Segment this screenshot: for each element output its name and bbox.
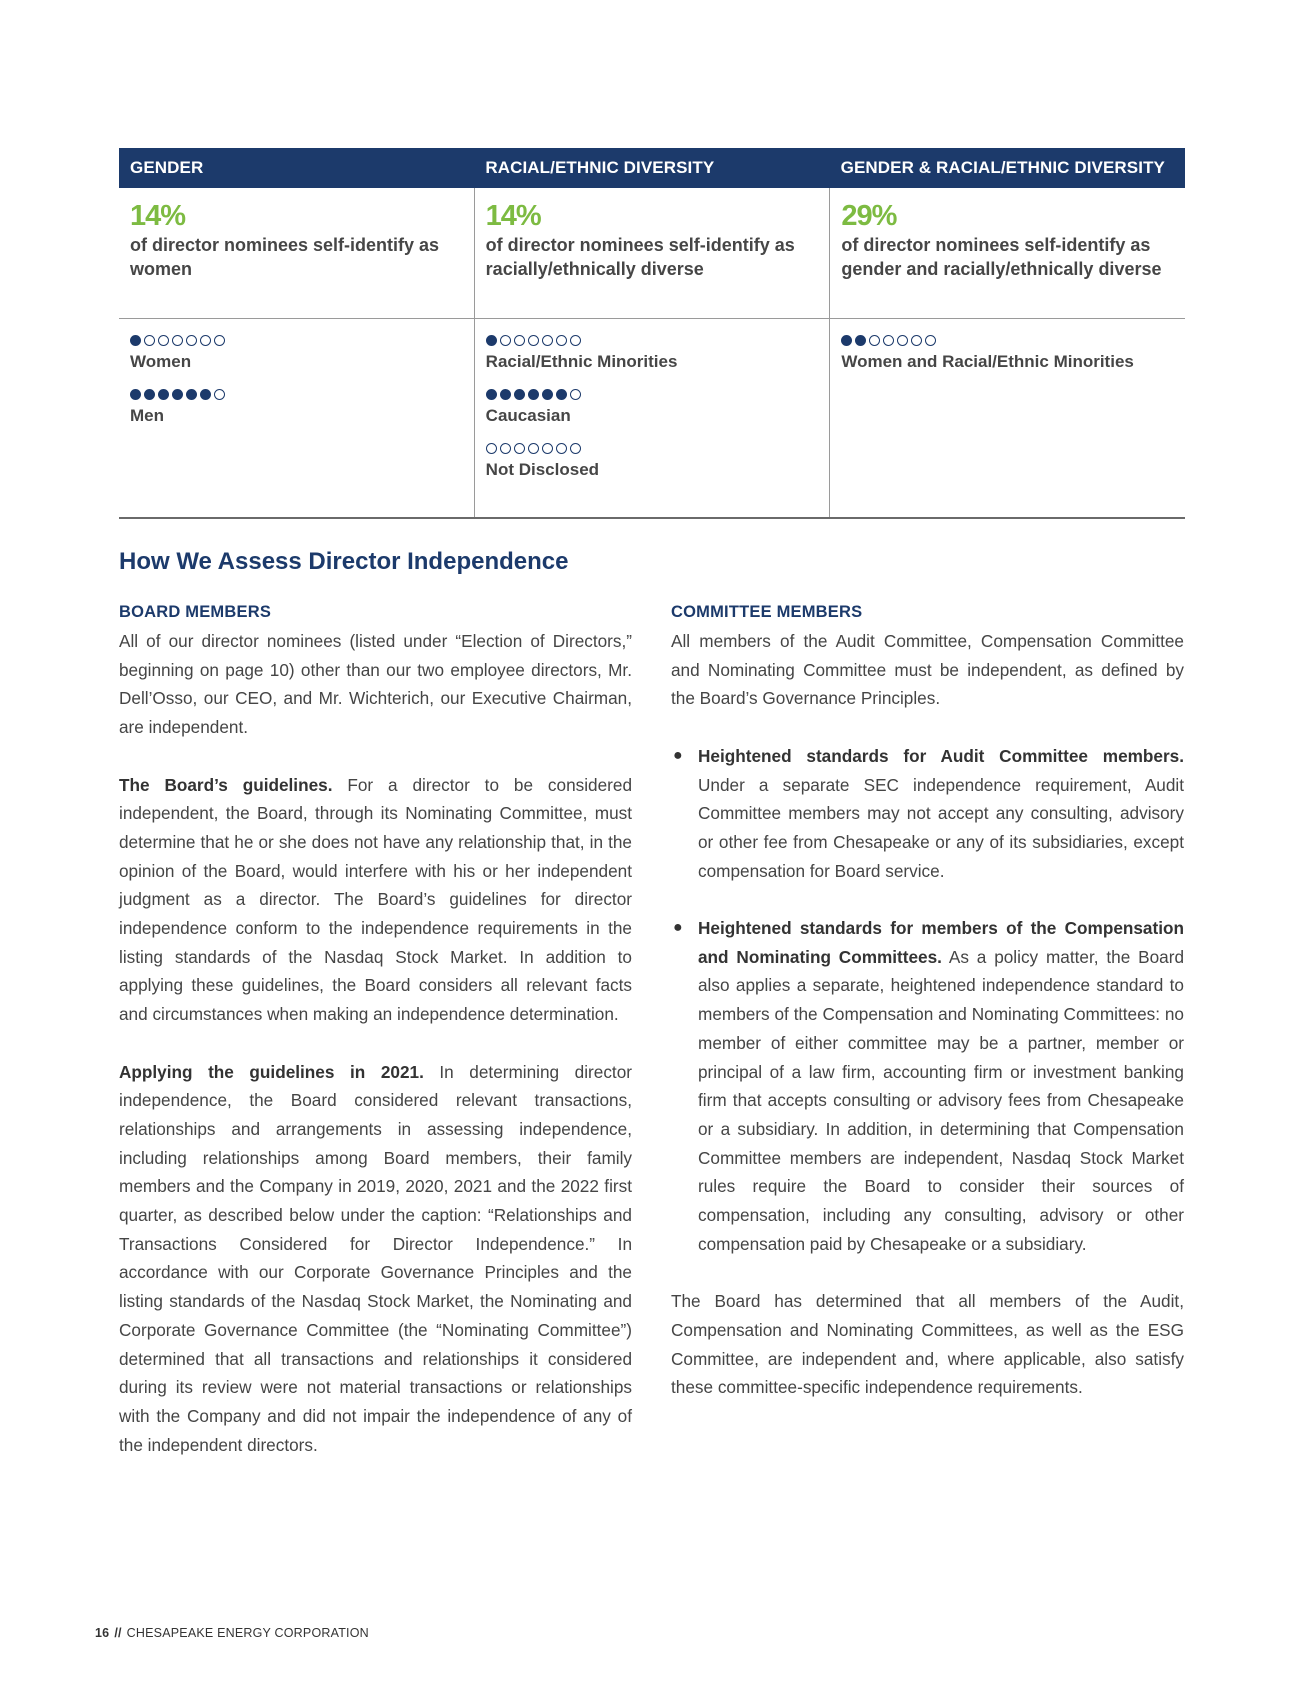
filled-dot: [200, 389, 211, 400]
stat-cell-racial-ethnic: [474, 188, 830, 318]
filled-dot: [158, 389, 169, 400]
empty-dot: [486, 443, 497, 454]
committee-final-paragraph: The Board has determined that all members of the Audit, Compensation and Nominating Committees, as well as the ESG Committee, are independent and, where applicable, also satisfy these committee-specific independence requirements.: [671, 1291, 1184, 1398]
company-name: CHESAPEAKE ENERGY CORPORATION: [126, 1626, 369, 1640]
committee-standards-list: [671, 742, 1184, 1259]
filled-dot: [500, 389, 511, 400]
stat-description: of director nominees self-identify as women: [130, 235, 440, 279]
dot-group-women: [130, 333, 464, 373]
empty-dot: [925, 335, 936, 346]
filled-dot: [144, 389, 155, 400]
diversity-table-header: [119, 148, 1185, 188]
applying-guidelines-paragraph: [119, 1058, 632, 1460]
empty-dot: [570, 335, 581, 346]
bullet-text: As a policy matter, the Board also applies a separate, heightened independence standard to members of the Compensation and Nominating Committees: no member of either committee may be a partner, member or principal of a law firm, accounting firm or investment banking firm that accepts consulting or advisory fees from Chesapeake or a subsidiary. In addition, in determining that Compensation Committee members are independent, Nasdaq Stock Market rules require the Board to consider their sources of compensation, including any consulting, advisory or other compensation paid by Chesapeake or a subsidiary.: [698, 946, 1184, 1254]
dot-label: Not Disclosed: [485, 460, 600, 479]
filled-dot: [855, 335, 866, 346]
stat-cell-gender-racial-ethnic: [829, 188, 1185, 318]
filled-dot: [556, 389, 567, 400]
stat-percent: 14%: [485, 200, 541, 232]
page-footer: [95, 1626, 369, 1640]
filled-dot: [130, 389, 141, 400]
empty-dot: [214, 335, 225, 346]
filled-dot: [542, 389, 553, 400]
stat-percent: 14%: [130, 200, 186, 232]
bullet-lead: Heightened standards for members of the Compensation and Nominating Committees.: [698, 918, 1184, 967]
dot-group-minorities: [486, 333, 820, 373]
empty-dot: [542, 443, 553, 454]
board-members-heading: BOARD MEMBERS: [119, 603, 272, 621]
paragraph-text: For a director to be considered independent, the Board, through its Nominating Committee, must determine that he or she does not have any relationship that, in the opinion of the Board, would interfere with his or her independent judgment as a director. The Board’s guidelines for director independence conform to the independence requirements in the listing standards of the Nasdaq Stock Market. In addition to applying these guidelines, the Board considers all relevant facts and circumstances when making an independence determination.: [119, 774, 632, 1025]
stat-cell-gender: [119, 188, 474, 318]
dot-indicator: [486, 387, 820, 401]
bullet-icon: ●: [673, 919, 683, 936]
paragraph-lead: Applying the guidelines in 2021.: [119, 1061, 424, 1082]
empty-dot: [869, 335, 880, 346]
section-title: How We Assess Director Independence: [119, 548, 569, 575]
empty-dot: [186, 335, 197, 346]
filled-dot: [486, 389, 497, 400]
empty-dot: [542, 335, 553, 346]
committee-paragraph-1: All members of the Audit Committee, Compensation Committee and Nominating Committee must be independent, as defined by the Board’s Governance Principles.: [671, 631, 1184, 709]
dots-cell-gender: [119, 319, 474, 517]
empty-dot: [570, 443, 581, 454]
page-number: 16: [95, 1626, 110, 1640]
list-item: [671, 914, 1184, 1258]
empty-dot: [883, 335, 894, 346]
bullet-icon: ●: [673, 746, 683, 764]
empty-dot: [528, 443, 539, 454]
header-racial-ethnic: RACIAL/ETHNIC DIVERSITY: [485, 158, 715, 177]
board-members-column: [119, 601, 632, 1488]
dot-label: Women: [130, 352, 192, 371]
dot-label: Men: [130, 406, 164, 425]
filled-dot: [186, 389, 197, 400]
dot-group-caucasian: [486, 387, 820, 427]
empty-dot: [200, 335, 211, 346]
committee-members-heading: COMMITTEE MEMBERS: [671, 603, 863, 621]
empty-dot: [500, 443, 511, 454]
dot-indicator: [486, 333, 820, 347]
paragraph-text: In determining director independence, the Board considered relevant transactions, relationships and arrangements in assessing independence, including relationships among Board members, their family members and the Company in 2019, 2020, 2021 and the 2022 first quarter, as described below under the caption: “Relationships and Transactions Considered for Director Independence.” In accordance with our Corporate Governance Principles and the listing standards of the Nasdaq Stock Market, the Nominating and Corporate Governance Committee (the “Nominating Committee”) determined that all transactions and relationships it considered during its review were not material transactions or relationships with the Company and did not impair the independence of any of the independent directors.: [119, 1061, 632, 1455]
dots-cell-racial-ethnic: [474, 319, 830, 517]
empty-dot: [556, 443, 567, 454]
filled-dot: [486, 335, 497, 346]
dot-label: Women and Racial/Ethnic Minorities: [841, 352, 1134, 371]
list-item: [671, 742, 1184, 886]
stat-description: of director nominees self-identify as racially/ethnically diverse: [485, 235, 795, 279]
dot-label: Racial/Ethnic Minorities: [485, 352, 678, 371]
filled-dot: [172, 389, 183, 400]
dot-indicator: [130, 387, 464, 401]
footer-separator: //: [114, 1626, 122, 1640]
empty-dot: [158, 335, 169, 346]
bullet-lead: Heightened standards for Audit Committee members.: [698, 745, 1184, 766]
dot-group-not-disclosed: [486, 441, 820, 481]
empty-dot: [144, 335, 155, 346]
dot-group-women-minorities: [841, 333, 1175, 373]
dot-indicator: [486, 441, 820, 455]
stat-percent: 29%: [841, 200, 897, 232]
dot-indicator: [841, 333, 1175, 347]
board-paragraph-1: All of our director nominees (listed under “Election of Directors,” beginning on page 10) other than our two employee directors, Mr. Dell’Osso, our CEO, and Mr. Wichterich, our Executive Chairman, are independent.: [119, 631, 632, 738]
dot-indicator: [130, 333, 464, 347]
dot-label: Caucasian: [485, 406, 571, 425]
empty-dot: [172, 335, 183, 346]
empty-dot: [528, 335, 539, 346]
empty-dot: [214, 389, 225, 400]
header-gender-racial-ethnic: GENDER & RACIAL/ETHNIC DIVERSITY: [840, 158, 1165, 177]
empty-dot: [897, 335, 908, 346]
stat-description: of director nominees self-identify as gender and racially/ethnically diverse: [841, 235, 1162, 279]
filled-dot: [130, 335, 141, 346]
filled-dot: [841, 335, 852, 346]
bullet-text: Under a separate SEC independence requirement, Audit Committee members may not accept any consulting, advisory or other fee from Chesapeake or any of its subsidiaries, except compensation for Board service.: [698, 774, 1184, 881]
filled-dot: [514, 389, 525, 400]
filled-dot: [528, 389, 539, 400]
empty-dot: [514, 443, 525, 454]
stats-row: [119, 188, 1185, 319]
paragraph-lead: The Board’s guidelines.: [119, 774, 333, 795]
dots-cell-gender-racial-ethnic: [829, 319, 1185, 517]
empty-dot: [570, 389, 581, 400]
dots-row: [119, 319, 1185, 519]
header-gender: GENDER: [130, 158, 204, 177]
empty-dot: [514, 335, 525, 346]
board-guidelines-paragraph: [119, 771, 632, 1029]
diversity-table: [119, 148, 1185, 519]
committee-members-column: [671, 601, 1184, 1431]
empty-dot: [500, 335, 511, 346]
empty-dot: [911, 335, 922, 346]
dot-group-men: [130, 387, 464, 427]
empty-dot: [556, 335, 567, 346]
